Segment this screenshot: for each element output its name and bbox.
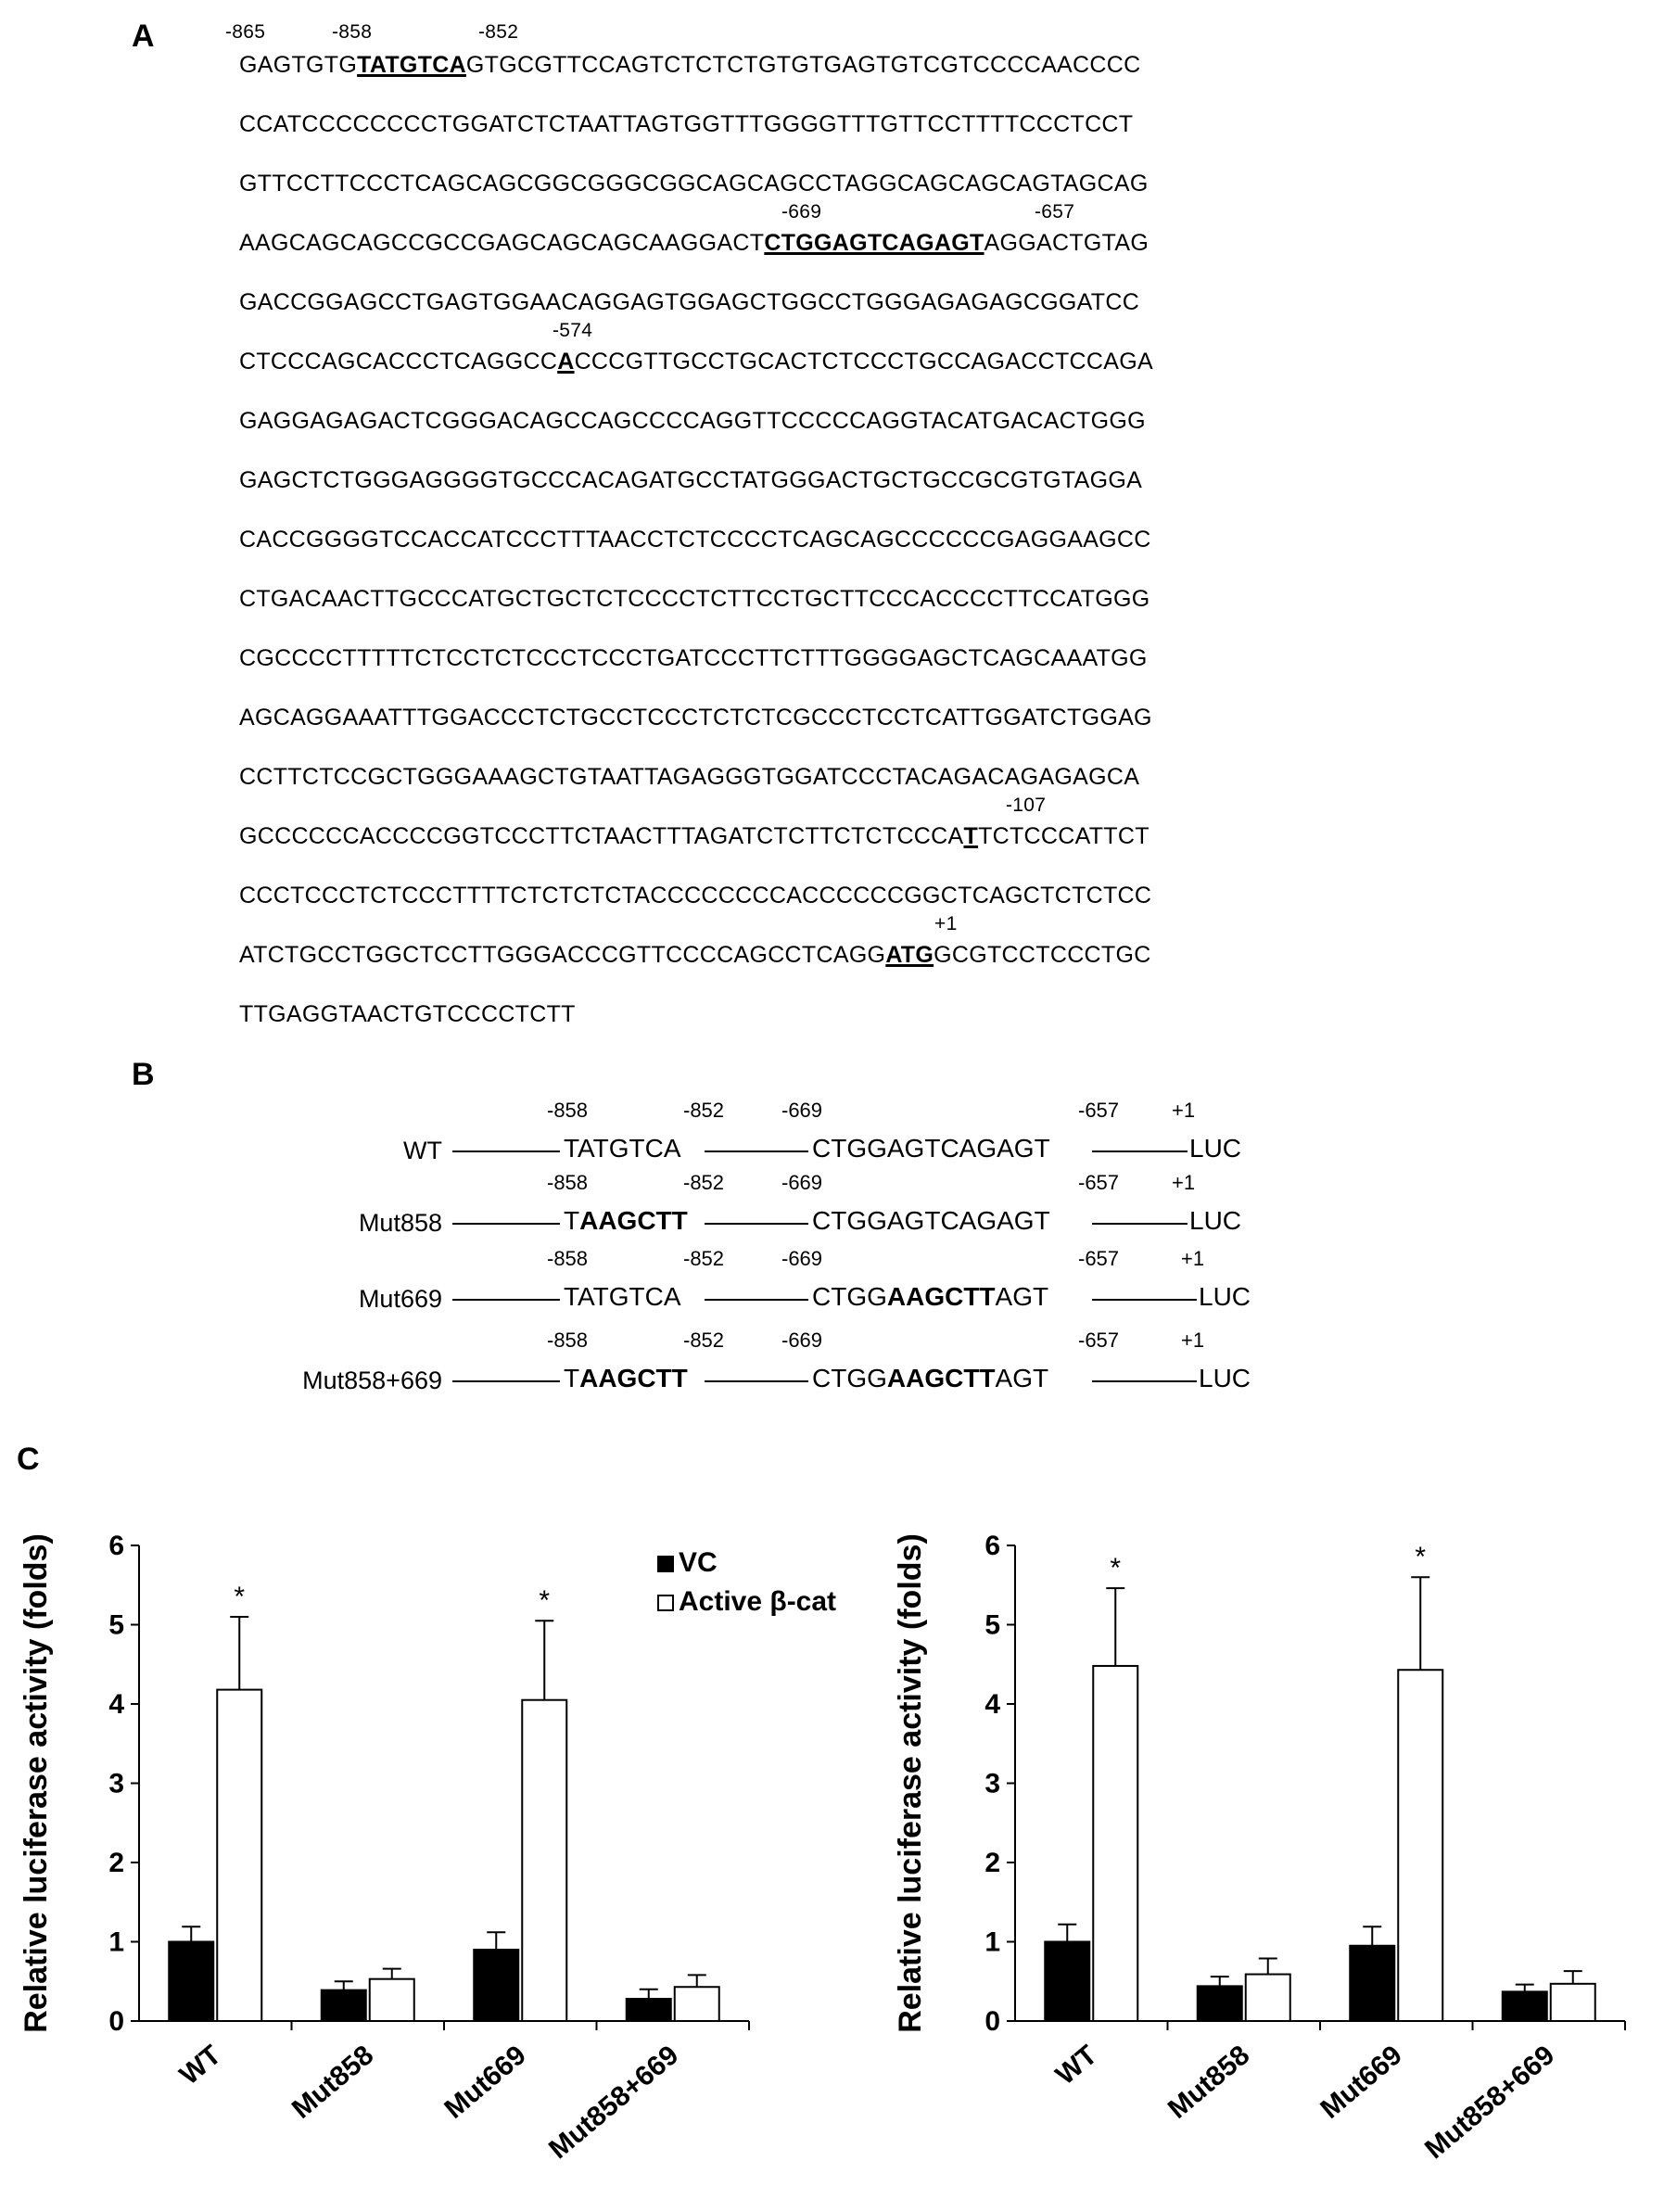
bar-active-beta-cat [522,1700,566,2021]
y-axis-label: Relative luciferase activity (folds) [19,1533,54,2033]
position-label: -657 [1078,1247,1120,1270]
position-label: +1 [1181,1247,1205,1270]
position-label: -852 [478,21,519,43]
construct-name: Mut858+669 [302,1367,442,1394]
promoter-line [1092,1223,1188,1225]
bar-active-beta-cat [1398,1670,1442,2021]
position-label: -657 [1078,1099,1120,1122]
sequence-text: AGCAGGAAATTTGGACCCTCTGCCTCCCTCTCTCGCCCTCCTCATTGGATCTGGAG [239,705,1152,731]
sequence-line [239,791,1277,850]
y-tick-label: 4 [108,1689,124,1720]
significance-marker: * [539,1585,551,1617]
y-tick-label: 2 [984,1848,1000,1878]
position-label: -852 [683,1247,725,1270]
construct-row [0,1328,1664,1401]
position-label: -865 [225,21,266,43]
site-sequence [812,1364,1048,1393]
position-label: +1 [934,913,958,934]
y-tick-label: 1 [108,1926,124,1958]
bar-vc [1350,1946,1394,2021]
promoter-line [1092,1299,1197,1301]
bar-active-beta-cat [370,1979,414,2021]
promoter-line [452,1380,560,1382]
significance-marker: * [1415,1542,1427,1573]
construct-row [0,1247,1664,1319]
bar-active-beta-cat [217,1690,261,2021]
sequence-text: GAGGAGAGACTCGGGACAGCCAGCCCCAGGTTCCCCCAGGTACATGACACTGGG [239,408,1146,434]
sequence-text: CCATCCCCCCCCTGGATCTCTAATTAGTGGTTTGGGGTTTGTTCCTTTTCCCTCCT [239,111,1134,137]
y-tick-label: 6 [108,1531,124,1561]
sequence-text: CGCCCCTTTTTCTCCTCTCCCTCCCTGATCCCTTCTTTGGGGAGCTCAGCAAATGG [239,645,1148,671]
sequence-line [239,79,1277,138]
position-label: -669 [781,1099,823,1122]
position-label: -669 [781,201,822,222]
sequence-line [239,494,1277,553]
promoter-line [452,1150,560,1152]
sequence-text: ATCTGCCTGGCTCCTTGGGACCCGTTCCCCAGCCTCAGG [239,942,886,968]
position-label: +1 [1181,1328,1205,1352]
legend-swatch [658,1595,673,1610]
site-core: CTGGAGTCAGAGT [812,1206,1050,1235]
site-sequence [564,1134,681,1163]
site-flank: CTGG [812,1282,887,1311]
sequence-line [239,197,1277,257]
sequence-line [239,909,1277,969]
sequence-text: GTTCCTTCCCTCAGCAGCGGCGGGCGGCAGCAGCCTAGGCAGCAGCAGTAGCAG [239,171,1149,197]
binding-site: A [557,349,575,375]
y-tick-label: 1 [984,1926,1000,1958]
construct-name: Mut669 [358,1285,442,1313]
position-label: -669 [781,1328,823,1352]
binding-site: ATG [885,942,934,968]
site-core: AAGCTT [579,1364,688,1392]
position-label: +1 [1172,1171,1196,1194]
position-label: -852 [683,1099,725,1122]
bar-vc [1198,1986,1242,2021]
bar-vc [474,1950,518,2021]
site-core: TATGTCA [564,1134,681,1163]
sequence-line [239,613,1277,672]
sequence-text: TCTCCCATTCT [978,823,1150,849]
position-label: +1 [1172,1099,1196,1122]
site-core: AAGCTT [886,1364,996,1392]
position-label: -858 [332,21,373,43]
position-label: -858 [547,1099,589,1122]
bar-vc [1045,1942,1089,2022]
bar-vc [627,1999,671,2021]
position-label: -657 [1078,1171,1120,1194]
legend-label: Active β-cat [679,1586,837,1617]
luciferase-label: LUC [1199,1364,1251,1392]
x-tick-label: Mut858+669 [1419,2040,1561,2166]
panel-a-label: A [132,19,155,54]
y-tick-label: 0 [108,2006,124,2037]
y-axis-label: Relative luciferase activity (folds) [893,1533,928,2033]
bar-active-beta-cat [1246,1975,1290,2021]
panel-c-label: C [17,1442,40,1477]
bar-vc [169,1942,213,2022]
x-tick-label: Mut669 [1315,2040,1408,2125]
binding-site: T [963,823,979,849]
legend-swatch [658,1557,673,1571]
construct-name: WT [403,1137,442,1164]
promoter-sequence [225,21,1277,1028]
site-flank: T [564,1364,580,1392]
promoter-line [705,1380,808,1382]
sequence-text: AAGCAGCAGCCGCCGAGCAGCAGCAAGGACT [239,230,765,256]
sequence-text: GACCGGAGCCTGAGTGGAACAGGAGTGGAGCTGGCCTGGGAGAGAGCGGATCC [239,289,1140,315]
sequence-line [239,316,1277,375]
site-sequence [564,1206,688,1236]
sequence-line [239,969,1277,1028]
sequence-text: CTGACAACTTGCCCATGCTGCTCTCCCCTCTTCCTGCTTCCCACCCCTTCCATGGG [239,586,1150,612]
x-tick-label: Mut669 [438,2040,532,2125]
sequence-line [239,138,1277,197]
panel-b-label: B [132,1057,155,1092]
position-label: -852 [683,1171,725,1194]
y-tick-label: 3 [108,1768,124,1799]
sequence-text: GCGTCCTCCCTGC [934,942,1151,968]
site-flank: AGT [995,1364,1049,1392]
sequence-text: GAGTGTG [239,52,358,78]
y-tick-label: 2 [108,1848,124,1878]
sequence-line [239,731,1277,791]
position-label: -858 [547,1328,589,1352]
construct-row [0,1099,1664,1171]
y-tick-label: 0 [984,2006,1000,2037]
position-label: -657 [1035,201,1075,222]
promoter-line [1092,1380,1197,1382]
bar-vc [322,1990,366,2021]
y-tick-label: 4 [984,1689,1000,1720]
site-core: AAGCTT [886,1282,996,1311]
sequence-text: AGGACTGTAG [984,230,1150,256]
sequence-text: CACCGGGGTCCACCATCCCTTTAACCTCTCCCCTCAGCAGCCCCCCGAGGAAGCC [239,527,1151,553]
site-core: CTGGAGTCAGAGT [812,1134,1050,1163]
y-tick-label: 6 [984,1531,1000,1561]
sequence-line [239,553,1277,613]
sequence-text: GCCCCCCACCCCGGTCCCTTCTAACTTTAGATCTCTTCTCTCCCA [239,823,964,849]
sequence-line [239,257,1277,316]
sequence-line [225,21,1277,79]
sequence-line [239,435,1277,494]
construct-diagram [0,1099,1664,1405]
position-label: -852 [683,1328,725,1352]
y-tick-label: 3 [984,1768,1000,1799]
position-label: -574 [553,320,593,341]
site-flank: AGT [995,1282,1049,1311]
site-flank: CTGG [812,1364,887,1392]
construct-row [0,1171,1664,1243]
sequence-text: CCTTCTCCGCTGGGAAAGCTGTAATTAGAGGGTGGATCCCTACAGACAGAGAGCA [239,764,1140,790]
binding-site: CTGGAGTCAGAGT [764,230,984,256]
promoter-line [1092,1150,1188,1152]
significance-marker: * [234,1581,246,1612]
promoter-line [705,1223,808,1225]
bar-active-beta-cat [675,1987,719,2021]
site-core: TATGTCA [564,1282,681,1311]
site-flank: T [564,1206,580,1235]
binding-site: TATGTCA [357,52,466,78]
sequence-text: CCCTCCCTCTCCCTTTTCTCTCTCTACCCCCCCCACCCCCCGGCTCAGCTCTCTCC [239,883,1152,909]
promoter-line [705,1150,808,1152]
bar-active-beta-cat [1551,1984,1595,2021]
promoter-line [705,1299,808,1301]
bar-vc [1503,1991,1547,2021]
y-tick-label: 5 [108,1609,124,1641]
luciferase-label: LUC [1189,1206,1242,1235]
position-label: -107 [1006,795,1047,816]
sequence-line [239,375,1277,435]
site-sequence [812,1282,1048,1312]
y-tick-label: 5 [984,1609,1000,1641]
construct-name: Mut858 [358,1209,442,1237]
x-tick-label: WT [1049,2040,1103,2091]
sequence-text: CCCGTTGCCTGCACTCTCCCTGCCAGACCTCCAGA [574,349,1153,375]
x-tick-label: Mut858+669 [543,2040,685,2166]
x-tick-label: Mut858 [1162,2040,1256,2125]
sequence-line [239,672,1277,731]
position-label: -669 [781,1247,823,1270]
legend-label: VC [679,1547,718,1578]
position-label: -858 [547,1171,589,1194]
luciferase-label: LUC [1199,1282,1251,1311]
site-sequence [564,1364,688,1393]
site-sequence [564,1282,681,1312]
significance-marker: * [1110,1553,1122,1584]
promoter-line [452,1299,560,1301]
position-label: -657 [1078,1328,1120,1352]
sequence-text: CTCCCAGCACCCTCAGGCC [239,349,558,375]
position-label: -858 [547,1247,589,1270]
x-tick-label: WT [173,2040,227,2091]
sequence-text: TTGAGGTAACTGTCCCCTCTT [239,1001,576,1027]
promoter-line [452,1223,560,1225]
x-tick-label: Mut858 [286,2040,380,2125]
luciferase-label: LUC [1189,1134,1242,1163]
site-core: AAGCTT [579,1206,688,1235]
position-label: -669 [781,1171,823,1194]
site-sequence [812,1134,1050,1163]
site-sequence [812,1206,1050,1236]
bar-active-beta-cat [1093,1666,1137,2021]
sequence-text: GAGCTCTGGGAGGGGTGCCCACAGATGCCTATGGGACTGCTGCCGCGTGTAGGA [239,467,1143,493]
sequence-text: GTGCGTTCCAGTCTCTCTGTGTGAGTGTCGTCCCCAACCCC [465,52,1141,78]
sequence-line [239,850,1277,909]
